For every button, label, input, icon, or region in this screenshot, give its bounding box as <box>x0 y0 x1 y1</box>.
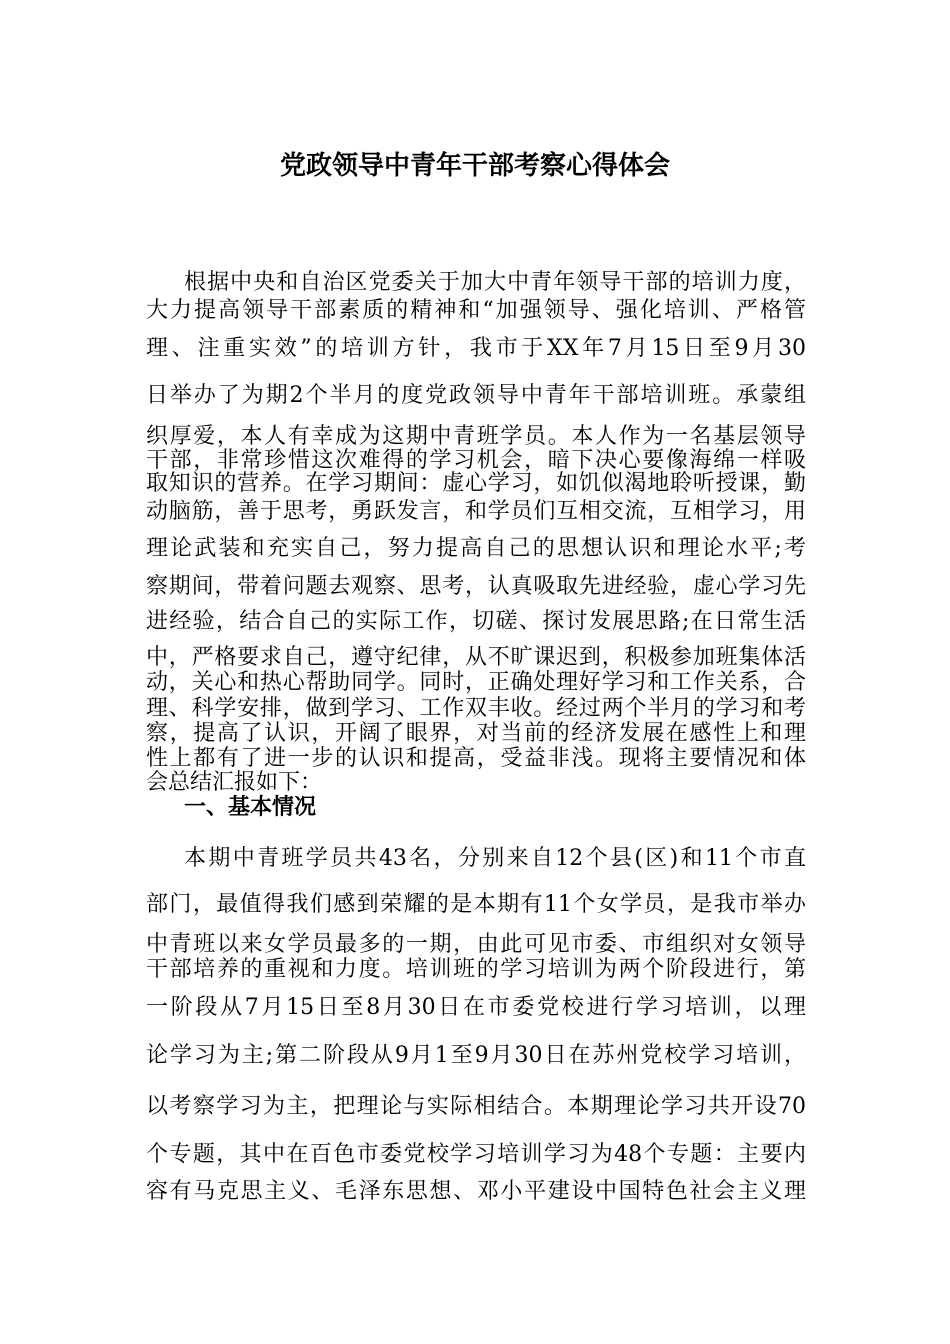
paragraph-line: 容有马克思主义、毛泽东思想、邓小平建设中国特色社会主义理 <box>146 1179 806 1204</box>
paragraph-line: 动，关心和热心帮助同学。同时，正确处理好学习和工作关系，合 <box>146 670 806 695</box>
paragraph-line: 取知识的营养。在学习期间：虚心学习，如饥似渴地聆听授课，勤 <box>146 471 806 496</box>
paragraph-line: 一阶段从7月15日至8月30日在市委党校进行学习培训，以理 <box>146 995 806 1020</box>
paragraph-line: 织厚爱，本人有幸成为这期中青班学员。本人作为一名基层领导 <box>146 424 806 449</box>
paragraph-line: 干部，非常珍惜这次难得的学习机会，暗下决心要像海绵一样吸 <box>146 448 806 473</box>
paragraph-line: 根据中央和自治区党委关于加大中青年领导干部的培训力度， <box>184 270 806 295</box>
paragraph-line: 干部培养的重视和力度。培训班的学习培训为两个阶段进行，第 <box>146 957 806 982</box>
paragraph-line: 理论武装和充实自己，努力提高自己的思想认识和理论水平;考 <box>146 536 806 561</box>
paragraph-line: 理、科学安排，做到学习、工作双丰收。经过两个半月的学习和考 <box>146 696 806 721</box>
paragraph-line: 个专题，其中在百色市委党校学习培训学习为48个专题：主要内 <box>146 1142 806 1167</box>
paragraph-line: 大力提高领导干部素质的精神和“加强领导、强化培训、严格管 <box>146 298 806 323</box>
section-heading: 一、基本情况 <box>184 795 317 820</box>
paragraph-line: 察，提高了认识，开阔了眼界，对当前的经济发展在感性上和理 <box>146 721 806 746</box>
paragraph-line: 进经验，结合自己的实际工作，切磋、探讨发展思路;在日常生活 <box>146 609 806 634</box>
paragraph-line: 中，严格要求自己，遵守纪律，从不旷课迟到，积极参加班集体活 <box>146 645 806 670</box>
paragraph-line: 本期中青班学员共43名，分别来自12个县(区)和11个市直 <box>184 846 806 871</box>
paragraph-line: 动脑筋，善于思考，勇跃发言，和学员们互相交流，互相学习，用 <box>146 499 806 524</box>
paragraph-line: 察期间，带着问题去观察、思考，认真吸取先进经验，虚心学习先 <box>146 574 806 599</box>
paragraph-line: 中青班以来女学员最多的一期，由此可见市委、市组织对女领导 <box>146 932 806 957</box>
paragraph-line: 以考察学习为主，把理论与实际相结合。本期理论学习共开设70 <box>146 1094 806 1119</box>
document-title: 党政领导中青年干部考察心得体会 <box>279 151 670 181</box>
paragraph-line: 性上都有了进一步的认识和提高，受益非浅。现将主要情况和体 <box>146 746 806 771</box>
paragraph-line: 会总结汇报如下： <box>146 770 323 795</box>
paragraph-line: 理、注重实效”的培训方针，我市于XX年7月15日至9月30 <box>146 336 806 361</box>
paragraph-line: 部门，最值得我们感到荣耀的是本期有11个女学员，是我市举办 <box>146 892 806 917</box>
paragraph-line: 论学习为主;第二阶段从9月1至9月30日在苏州党校学习培训， <box>146 1043 806 1068</box>
paragraph-line: 日举办了为期2个半月的度党政领导中青年干部培训班。承蒙组 <box>146 383 806 408</box>
